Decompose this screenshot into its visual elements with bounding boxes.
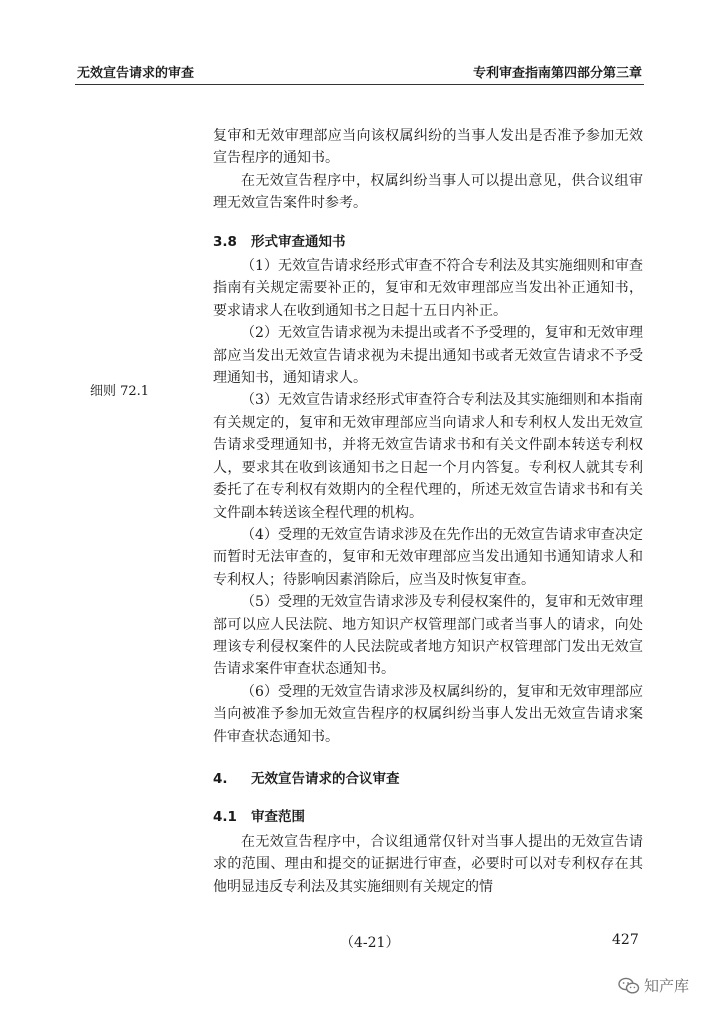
list-item: （5）受理的无效宣告请求涉及专利侵权案件的，复审和无效审理部可以应人民法院、地方知识产权管理部门或者当事人的请求，向处理该专利侵权案件的人民法院或者地方知识产权管理部门发出无效宣告请求案件审查状态通知书。 — [213, 594, 643, 678]
wechat-icon — [618, 977, 640, 995]
section-title: 形式审查通知书 — [251, 233, 346, 250]
section-heading-4-1 — [213, 806, 643, 828]
section-number: 4. — [213, 770, 228, 787]
paragraph: 在无效宣告程序中，合议组通常仅针对当事人提出的无效宣告请求的范围、理由和提交的证据进行审查，必要时可以对专利权存在其他明显违反专利法及其实施细则有关规定的情 — [213, 833, 643, 895]
list-item: （2）无效宣告请求视为未提出或者不予受理的，复审和无效审理部应当发出无效宣告请求视为未提出通知书或者无效宣告请求不予受理通知书，通知请求人。 — [213, 325, 643, 387]
list-item: （1）无效宣告请求经形式审查不符合专利法及其实施细则和审查指南有关规定需要补正的，复审和无效审理部应当发出补正通知书，要求请求人在收到通知书之日起十五日内补正。 — [213, 258, 643, 319]
watermark-text: 知产库 — [644, 977, 690, 995]
header-guide-title: 专利审查指南第四部分第三章 — [472, 66, 642, 81]
watermark — [618, 975, 689, 996]
list-item: （3）无效宣告请求经形式审查符合专利法及其实施细则和本指南有关规定的，复审和无效审理部应当向请求人和专利权人发出无效宣告请求受理通知书，并将无效宣告请求书和有关文件副本转送专利权人，要求其在收到该通知书之日起一个月内答复。专利权人就其专利委托了在专利权有效期内的全程代理的，所述无效宣告请求书和有关文件副本转送该全程代理的机构。 — [213, 392, 643, 521]
header-chapter-title: 无效宣告请求的审查 — [77, 66, 195, 81]
page-body — [213, 125, 643, 898]
margin-note: 细则 72.1 — [90, 384, 150, 399]
section-number: 4.1 — [213, 809, 237, 826]
section-heading-4 — [213, 768, 643, 790]
section-page-number: （4-21） — [340, 935, 400, 951]
section-title: 审查范围 — [251, 809, 305, 826]
section-heading-3-8 — [213, 231, 643, 253]
list-item: （4）受理的无效宣告请求涉及在先作出的无效宣告请求审查决定而暂时无法审查的，复审和无效审理部应当发出通知书通知请求人和专利权人；待影响因素消除后，应当及时恢复审查。 — [213, 526, 643, 588]
section-title: 无效宣告请求的合议审查 — [251, 770, 400, 787]
paragraph: 在无效宣告程序中，权属纠纷当事人可以提出意见，供合议组审理无效宣告案件时参考。 — [213, 172, 643, 212]
section-number: 3.8 — [213, 233, 237, 250]
page-number: 427 — [612, 932, 639, 948]
paragraph: 复审和无效审理部应当向该权属纠纷的当事人发出是否准予参加无效宣告程序的通知书。 — [213, 128, 643, 167]
list-item: （6）受理的无效宣告请求涉及权属纠纷的，复审和无效审理部应当向被准予参加无效宣告程序的权属纠纷当事人发出无效宣告请求案件审查状态通知书。 — [213, 683, 643, 745]
running-header — [75, 60, 644, 85]
